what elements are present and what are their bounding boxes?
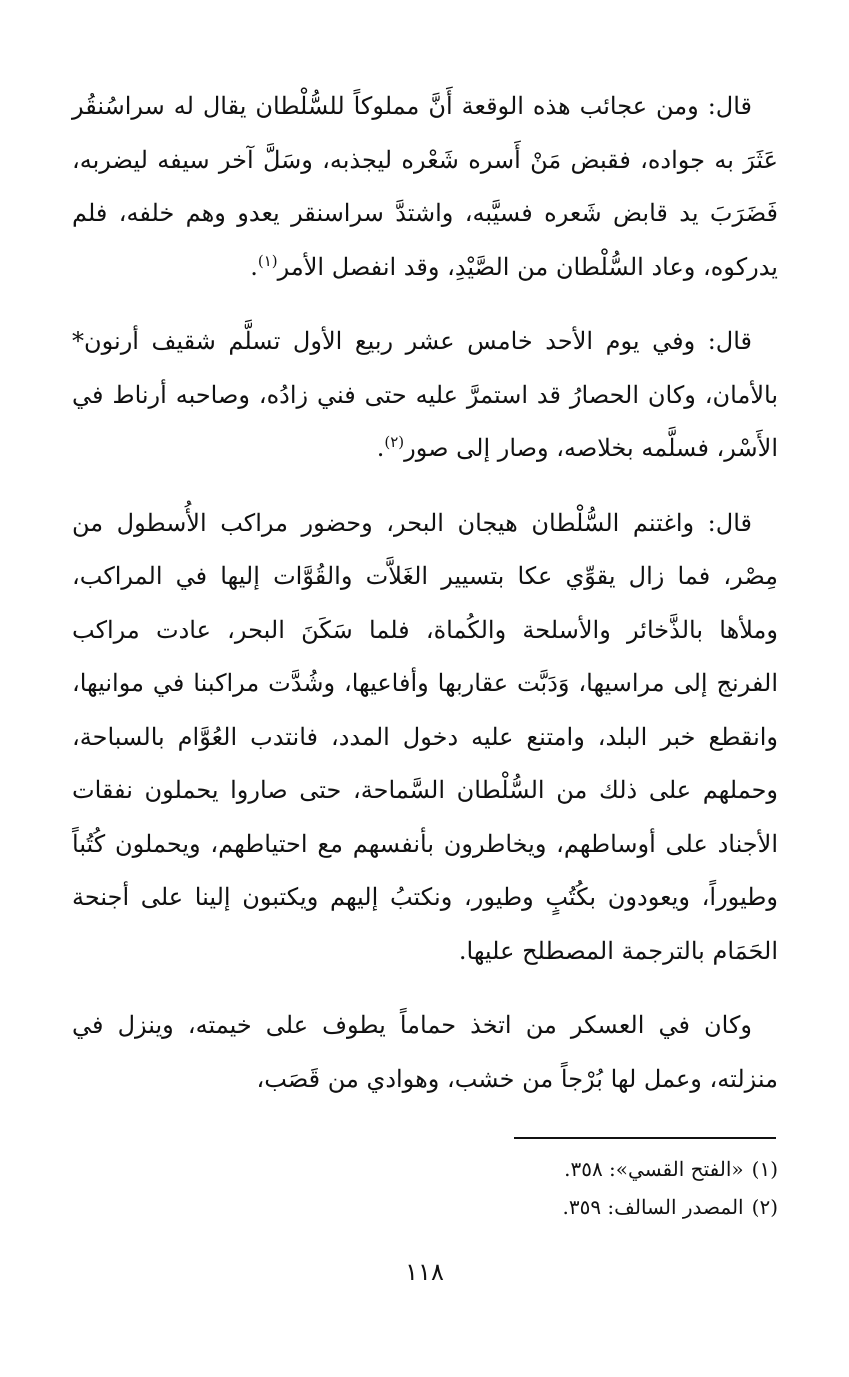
footnote-1-number: (١) xyxy=(751,1157,778,1181)
footnote-2 xyxy=(400,1188,778,1226)
main-text xyxy=(72,80,778,1106)
page-number: ١١٨ xyxy=(405,1258,444,1286)
paragraph-2 xyxy=(72,315,778,476)
footnote-ref-1: (١) xyxy=(257,251,278,270)
paragraph-3 xyxy=(72,497,778,979)
paragraph-1-tail: . xyxy=(250,252,258,281)
footnote-divider xyxy=(514,1137,776,1139)
paragraph-2-text: قال: وفي يوم الأحد خامس عشر ربيع الأول تسلَّم شقيف أرنون* بالأمان، وكان الحصارُ قد استمرَّ عليه حتى فني زادُه، وصاحبه أرناط في الأَسْر، فسلَّمه بخلاصه، وصار إلى صور xyxy=(72,327,778,462)
footnote-2-text: المصدر السالف: ٣٥٩. xyxy=(562,1195,744,1219)
paragraph-1-text: قال: ومن عجائب هذه الوقعة أَنَّ مملوكاً للسُّلْطان يقال له سراسُنقُر عَثَرَ به جواده، فقبض مَنْ أَسره شَعْره ليجذبه، وسَلَّ آخر سيفه ليضربه، فَضَرَبَ يد قابض شَعره فسيَّبه، واشتدَّ سراسنقر يعدو وهم خلفه، فلم يدركوه، وعاد السُّلْطان من الصَّيْدِ، وقد انفصل الأمر xyxy=(72,92,778,281)
paragraph-1 xyxy=(72,80,778,294)
paragraph-4 xyxy=(72,999,778,1106)
paragraph-4-text: وكان في العسكر من اتخذ حماماً يطوف على خيمته، وينزل في منزلته، وعمل لها بُرْجاً من خشب، وهوادي من قَصَب، xyxy=(72,1011,778,1093)
footnote-1 xyxy=(400,1150,778,1188)
footnote-ref-2: (٢) xyxy=(384,433,405,451)
paragraph-3-text: قال: واغتنم السُّلْطان هيجان البحر، وحضور مراكب الأُسطول من مِصْر، فما زال يقوِّي عكا بتسيير الغَلاَّت والقُوَّات إليها في المراكب، وملأها بالذَّخائر والأسلحة والكُماة، فلما سَكَنَ البحر، عادت مراكب الفرنج إلى مراسيها، وَدَبَّت عقاربها وأفاعيها، وشُدَّت مراكبنا في موانيها، وانقطع خبر البلد، وامتنع عليه دخول المدد، فانتدب العُوَّام بالسباحة، وحملهم على ذلك من السُّلْطان السَّماحة، حتى صاروا يحملون نفقات الأجناد على أوساطهم، ويخاطرون بأنفسهم مع احتياطهم، ويحملون كُتُباً وطيوراً، ويعودون بكُتُبٍ وطيور، ونكتبُ إليهم ويكتبون إلينا على أجنحة الحَمَام بالترجمة المصطلح عليها. xyxy=(72,508,779,965)
footnotes xyxy=(400,1150,778,1226)
paragraph-2-tail: . xyxy=(376,434,385,462)
footnote-2-number: (٢) xyxy=(751,1195,778,1219)
footnote-1-text: «الفتح القسي»: ٣٥٨. xyxy=(564,1157,744,1181)
